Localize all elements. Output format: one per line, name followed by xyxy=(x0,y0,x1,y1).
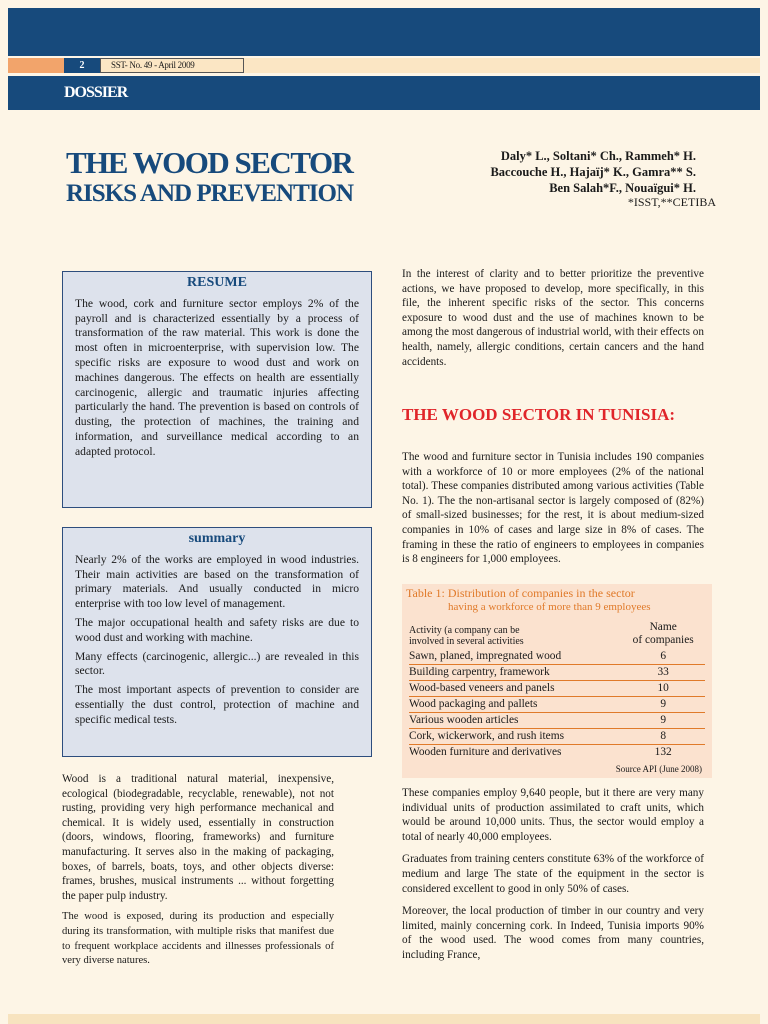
companies-table xyxy=(409,621,705,760)
summary-heading: summary xyxy=(188,531,246,546)
issue-strip xyxy=(8,58,760,73)
section-text xyxy=(402,450,704,575)
author-line: Baccouche H., Hajaïj* K., Gamra** S. xyxy=(490,165,696,179)
cell-count: 9 xyxy=(621,713,705,729)
issue-reference: SST- No. 49 - April 2009 xyxy=(100,58,244,73)
section-bar xyxy=(8,76,760,110)
page-number: 2 xyxy=(64,58,100,73)
author-list xyxy=(490,148,696,196)
body-paragraph: These companies employ 9,640 people, but it there are very many individual units of production assimilated to craft units, which would be around 10,000 units. Thus, the sector would employ a total of nearly 40,000 employees. xyxy=(402,787,704,843)
section-heading: THE WOOD SECTOR IN TUNISIA: xyxy=(402,405,676,424)
table-row xyxy=(409,681,705,697)
summary-paragraph: Nearly 2% of the works are employed in wood industries. Their main activities are based on the transformation of primary materials. And usually conducted in micro enterprise with too low level of management. xyxy=(75,552,359,611)
intro-text xyxy=(402,267,704,377)
table-row xyxy=(409,713,705,729)
table-row xyxy=(409,729,705,745)
footer-bar xyxy=(8,1014,760,1024)
header-line: involved in several activities xyxy=(409,636,524,647)
author-line: Ben Salah*F., Nouaïgui* H. xyxy=(549,181,696,195)
cell-activity: Building carpentry, framework xyxy=(409,665,621,681)
cell-count: 10 xyxy=(621,681,705,697)
body-paragraph: In the interest of clarity and to better prioritize the preventive actions, we have proposed to develop, more specifically, in this file, the inherent specific risks of the sector. This concerns exposure to wood dust and the use of machines known to be among the most dangerous of industrial world, with their effects on health, namely, allergic conditions, certain cancers and the hand accidents. xyxy=(402,268,704,368)
cell-count: 8 xyxy=(621,729,705,745)
column-header-count xyxy=(621,621,705,649)
cell-count: 33 xyxy=(621,665,705,681)
table-row xyxy=(409,649,705,665)
cell-count: 9 xyxy=(621,697,705,713)
affiliation: *ISST,**CETIBA xyxy=(627,195,716,209)
body-paragraph: Wood is a traditional natural material, inexpensive, ecological (biodegradable, recyclable, renewable), not not rusting, providing very high performance mechanical and chemical. It is widely used, essentially in construction (doors, windows, flooring, frameworks) and furniture manufacturing. It serves also in the making of packaging, boxes, of barrels, boats, toys, and other objects diverse: frames, brushes, musical instruments ... without forgetting the paper pulp industry. xyxy=(62,773,334,902)
left-body-column xyxy=(62,772,334,976)
table-caption-sub: having a workforce of more than 9 employees xyxy=(448,601,651,613)
issue-strip-accent xyxy=(8,58,64,73)
table-caption: Table 1: Distribution of companies in the sector xyxy=(406,586,635,600)
section-label: DOSSIER xyxy=(64,84,128,101)
table-source: Source API (June 2008) xyxy=(615,764,702,774)
cell-activity: Various wooden articles xyxy=(409,713,621,729)
body-paragraph: Graduates from training centers constitute 63% of the workforce of medium and large The state of the equipment in the sector is considered excellent to good in only 50% of cases. xyxy=(402,853,704,895)
body-paragraph: The wood is exposed, during its production and especially during its transformation, with multiple risks that manifest due to frequent workplace accidents and illnesses professionals of very diverse natures. xyxy=(62,911,334,967)
table-1 xyxy=(402,584,712,778)
resume-heading: RESUME xyxy=(187,275,247,290)
table-header-row xyxy=(409,621,705,649)
cell-activity: Wood-based veneers and panels xyxy=(409,681,621,697)
summary-paragraph: The major occupational health and safety risks are due to wood dust and working with machine. xyxy=(75,615,359,644)
cell-count: 6 xyxy=(660,650,667,662)
table-row xyxy=(409,745,705,761)
column-header-activity xyxy=(409,621,621,649)
right-body-column xyxy=(402,786,704,971)
cell-activity: Sawn, planed, impregnated wood xyxy=(409,650,562,662)
cell-count: 132 xyxy=(621,745,705,761)
resume-text: The wood, cork and furniture sector employs 2% of the payroll and is characterized essentially by a process of transformation of the raw material. This work is done the most often in microenterprise, with supervision low. The specific risks are exposure to wood dust and work on machines dangerous. The effects on health are essentially carcinogenic, allergic and traumatic injuries affecting particularly the hand. The prevention is based on controls of dusting, the protection of machines, the training and information, and surveillance medical according to an adapted protocol. xyxy=(75,296,359,458)
article-subtitle: RISKS AND PREVENTION xyxy=(66,180,354,207)
article-title: THE WOOD SECTOR xyxy=(66,145,353,180)
header-line: Name xyxy=(649,621,677,633)
cell-activity: Cork, wickerwork, and rush items xyxy=(409,729,621,745)
resume-box xyxy=(62,271,372,508)
cell-activity: Wooden furniture and derivatives xyxy=(409,745,621,761)
table-row xyxy=(409,665,705,681)
header-line: of companies xyxy=(632,634,694,646)
summary-paragraph: Many effects (carcinogenic, allergic...) are revealed in this sector. xyxy=(75,649,359,678)
author-line: Daly* L., Soltani* Ch., Rammeh* H. xyxy=(500,149,696,163)
summary-paragraph: The most important aspects of prevention to consider are essentially the dust control, protection of machine and specific medical tests. xyxy=(75,683,359,726)
table-row xyxy=(409,697,705,713)
body-paragraph: Moreover, the local production of timber in our country and very limited, mainly concerning cork. In Indeed, Tunisia imports 90% of the wood used. The wood comes from many countries, including France, xyxy=(402,905,704,961)
summary-box xyxy=(62,527,372,757)
header-line: Activity (a company can be xyxy=(409,625,520,636)
body-paragraph: The wood and furniture sector in Tunisia includes 190 companies with a workforce of 10 or more employees (2% of the national total). These companies distributed among various activities (Table No. 1). The the non-artisanal sector is largely composed of (82%) of small-sized businesses; for the rest, it is about medium-sized companies in 10% of cases and large size in 8% of cases. The framing in these the ratio of engineers to employees in companies is 8 engineers for 1,000 employees. xyxy=(402,451,704,566)
header-top-bar xyxy=(8,8,760,56)
cell-activity: Wood packaging and pallets xyxy=(409,697,621,713)
